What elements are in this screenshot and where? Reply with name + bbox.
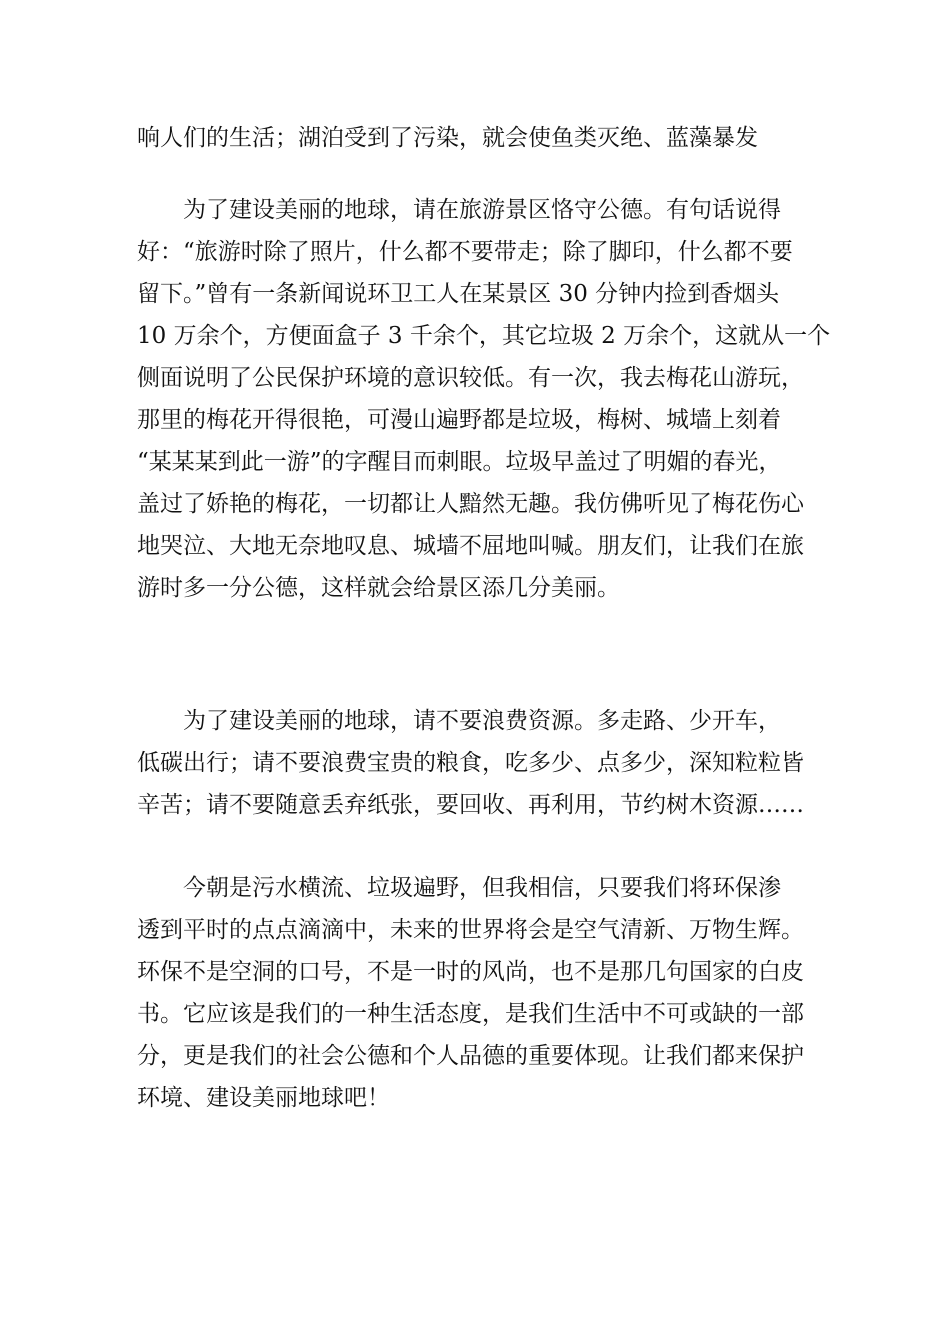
text-line: 书。它应该是我们的一种生活态度，是我们生活中不可或缺的一部 — [137, 1001, 804, 1027]
text-line: 为了建设美丽的地球，请在旅游景区恪守公德。有句话说得 — [183, 197, 781, 223]
text-line: 游时多一分公德，这样就会给景区添几分美丽。 — [137, 575, 620, 601]
paragraph-2 — [137, 189, 831, 609]
text-line: 辛苦；请不要随意丢弃纸张，要回收、再利用，节约树木资源…… — [137, 792, 804, 818]
text-line: 环保不是空洞的口号，不是一时的风尚，也不是那几句国家的白皮 — [137, 959, 804, 985]
text-line: 低碳出行；请不要浪费宝贵的粮食，吃多少、点多少，深知粒粒皆 — [137, 750, 804, 776]
text-line: 透到平时的点点滴滴中，未来的世界将会是空气清新、万物生辉。 — [137, 917, 804, 943]
paragraph-3 — [137, 700, 827, 826]
text-line: 留下。”曾有一条新闻说环卫工人在某景区 30 分钟内捡到香烟头 — [137, 281, 780, 307]
text-line: 今朝是污水横流、垃圾遍野，但我相信，只要我们将环保渗 — [183, 875, 781, 901]
text-line: 地哭泣、大地无奈地叹息、城墙不屈地叫喊。朋友们，让我们在旅 — [137, 533, 804, 559]
text-line: 那里的梅花开得很艳，可漫山遍野都是垃圾，梅树、城墙上刻着 — [137, 407, 781, 433]
text-line: 响人们的生活；湖泊受到了污染，就会使鱼类灭绝、蓝藻暴发 — [137, 125, 758, 151]
text-line: 侧面说明了公民保护环境的意识较低。有一次，我去梅花山游玩， — [137, 365, 804, 391]
paragraph-4 — [137, 867, 827, 1119]
text-line: “某某某到此一游”的字醒目而刺眼。垃圾早盖过了明媚的春光， — [137, 449, 782, 475]
text-line: 分，更是我们的社会公德和个人品德的重要体现。让我们都来保护 — [137, 1043, 804, 1069]
text-line: 环境、建设美丽地球吧！ — [137, 1085, 390, 1111]
text-line: 10 万余个，方便面盒子 3 千余个，其它垃圾 2 万余个，这就从一个 — [137, 323, 831, 349]
text-line: 盖过了娇艳的梅花，一切都让人黯然无趣。我仿佛听见了梅花伤心 — [137, 491, 804, 517]
text-line: 好：“旅游时除了照片，什么都不要带走；除了脚印，什么都不要 — [137, 239, 793, 265]
paragraph-1 — [137, 117, 827, 159]
text-line: 为了建设美丽的地球，请不要浪费资源。多走路、少开车， — [183, 708, 781, 734]
